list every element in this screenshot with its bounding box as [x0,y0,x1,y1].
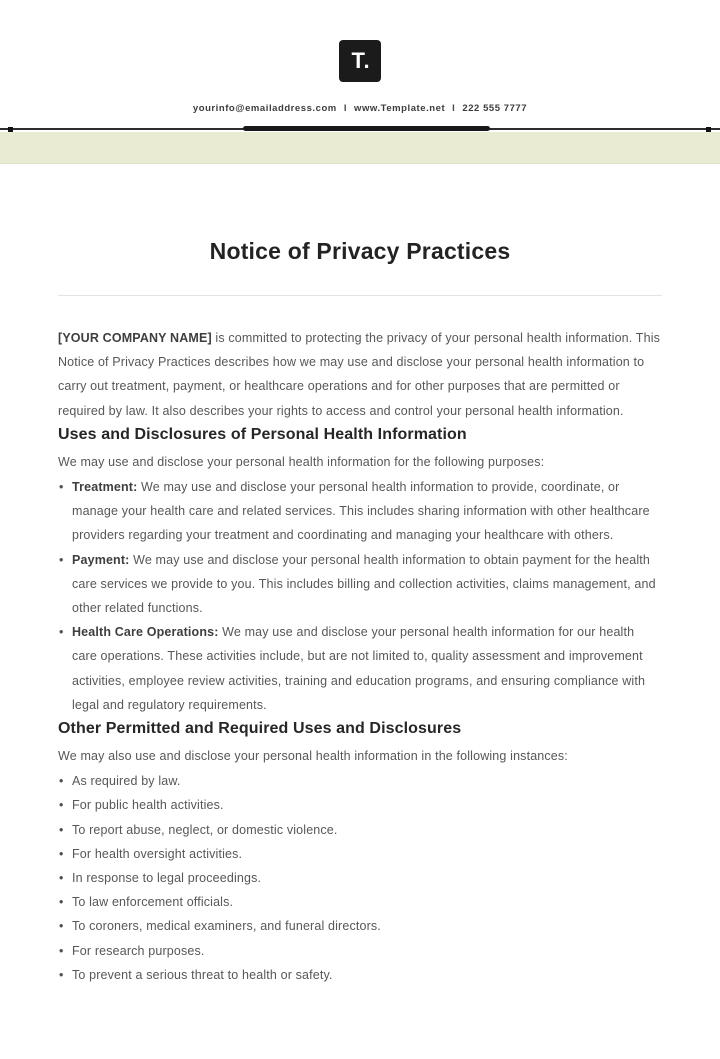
contact-phone: 222 555 7777 [462,103,528,114]
section-intro: We may also use and disclose your personal health information in the following instances: [58,749,568,764]
list-item [58,769,662,793]
bullet-marker: • [59,774,64,789]
list-item [58,842,662,866]
section-heading: Uses and Disclosures of Personal Health Information [58,425,467,443]
bullet-marker: • [59,480,64,495]
brand-logo [339,40,381,82]
list-item [58,939,662,963]
rule-dot-right [706,127,711,132]
title-divider [58,295,662,296]
contact-separator: I [452,103,456,114]
bullet-label: Payment: [72,552,130,567]
bullet-marker: • [59,919,64,934]
list-item [58,475,662,548]
bullet-text: We may use and disclose your personal health information for our health care operations. These activities include, but are not limited to, quality assessment and improvement activities, employee review activities, training and education programs, and ensuring compliance with legal and regulatory requirements. [72,625,646,712]
document-main [0,238,720,987]
intro-paragraph [58,326,662,423]
bullet-text: To report abuse, neglect, or domestic violence. [72,822,338,837]
list-item [58,914,662,938]
bullet-marker: • [59,798,64,813]
bullet-marker: • [59,552,64,567]
document-page [0,40,720,987]
bullet-text: We may use and disclose your personal health information to provide, coordinate, or manage your health care and related services. This includes sharing information with other healthcare providers regarding your treatment and coordinating and managing your healthcare with others. [72,480,650,543]
page-title: Notice of Privacy Practices [209,238,511,264]
section-heading: Other Permitted and Required Uses and Disclosures [58,720,462,738]
intro-text: is committed to protecting the privacy of your personal health information. This Notice of Privacy Practices describes how we may use and disclose your personal health information to carry out treatment, payment, or healthcare operations and for other purposes that are permitted or required by law. It also describes your rights to access and control your personal health information. [58,331,661,418]
bullet-label: Health Care Operations: [72,625,219,640]
list-item [58,818,662,842]
accent-band [0,132,720,164]
bullet-text: To coroners, medical examiners, and funeral directors. [72,919,381,934]
section-other-uses [58,719,662,987]
logo-text: T. [351,48,371,73]
document-body [0,326,720,987]
bullet-list [58,475,662,717]
letterhead [0,40,720,164]
company-name-placeholder: [YOUR COMPANY NAME] [58,331,212,345]
contact-line [0,103,720,114]
bullet-text: In response to legal proceedings. [72,871,262,886]
bullet-text: For public health activities. [72,798,224,813]
contact-website: www.Template.net [354,103,446,114]
bullet-marker: • [59,625,64,640]
section-intro: We may use and disclose your personal health information for the following purposes: [58,454,545,469]
bullet-marker: • [59,871,64,886]
bullet-text: We may use and disclose your personal health information to obtain payment for the health care services we provide to you. This includes billing and collection activities, claims management, and other related functions. [72,552,656,616]
bullet-marker: • [59,943,64,958]
bullet-text: For research purposes. [72,943,205,958]
bullet-label: Treatment: [72,480,138,495]
list-item [58,963,662,987]
rule-dot-left [8,127,13,132]
rule-center-bar [243,126,490,131]
list-item [58,793,662,817]
contact-separator: I [343,103,348,114]
bullet-text: To law enforcement officials. [72,895,234,910]
bullet-list [58,769,662,987]
bullet-marker: • [59,895,64,910]
bullet-marker: • [59,846,64,861]
bullet-text: For health oversight activities. [72,846,243,861]
list-item [58,620,662,717]
bullet-marker: • [59,822,64,837]
list-item [58,890,662,914]
list-item [58,548,662,621]
decorative-rule [0,126,720,131]
bullet-marker: • [59,967,64,982]
bullet-text: As required by law. [72,774,181,789]
section-uses-disclosures [58,425,662,717]
list-item [58,866,662,890]
bullet-text: To prevent a serious threat to health or safety. [72,967,333,982]
contact-email: yourinfo@emailaddress.com [192,103,337,114]
